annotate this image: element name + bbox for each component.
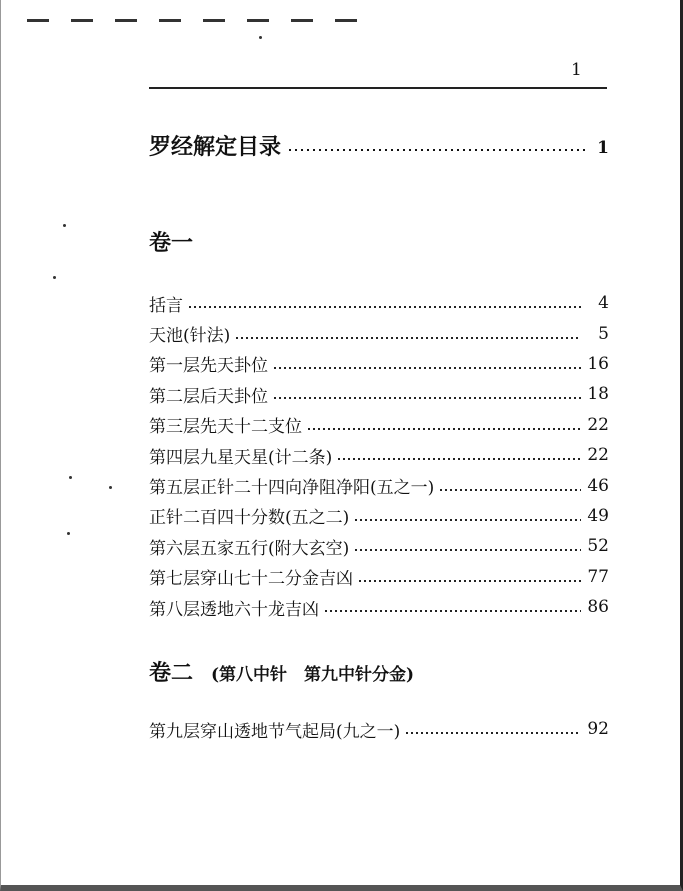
toc-entry-label: 括言: [149, 295, 183, 316]
toc-entry[interactable]: [149, 562, 609, 592]
dot-leader: [406, 732, 581, 734]
toc-entry-label: 第一层先天卦位: [149, 356, 268, 377]
toc-entry[interactable]: [149, 288, 609, 318]
toc-title-page: 1: [597, 137, 609, 158]
toc-entry[interactable]: [149, 714, 609, 744]
toc-entry-page: 46: [587, 475, 609, 496]
volume2-note: (第八中针 第九中针分金): [211, 665, 415, 685]
toc-entry-label: 天池(针法): [149, 326, 231, 347]
toc-entry-page: 77: [587, 566, 609, 587]
toc-entry-page: 49: [587, 505, 609, 526]
header-rule: [149, 87, 607, 89]
toc-entry-page: 18: [587, 384, 609, 405]
toc-entry-label: 第三层先天十二支位: [149, 417, 302, 438]
toc-entry[interactable]: [149, 470, 609, 500]
toc-entry[interactable]: [149, 410, 609, 440]
dot-leader: [325, 610, 581, 612]
toc-entry[interactable]: [149, 318, 609, 348]
dot-leader: [355, 549, 581, 551]
toc-entry[interactable]: [149, 379, 609, 409]
toc-entry-page: 52: [587, 536, 609, 557]
toc-title: [149, 130, 609, 161]
dot-leader: [338, 458, 581, 460]
toc-entry-page: 92: [587, 719, 609, 740]
scan-speck: [63, 224, 66, 227]
dot-leader: [440, 489, 581, 491]
volume1-entries: [149, 288, 609, 622]
dot-leader: [289, 149, 589, 151]
toc-entry-label: 第九层穿山透地节气起局(九之一): [149, 721, 401, 742]
scan-speck: [259, 36, 262, 39]
toc-entry[interactable]: [149, 531, 609, 561]
volume2-heading: [149, 656, 414, 687]
toc-title-text: 罗经解定目录: [149, 135, 282, 160]
toc-entry-page: 86: [587, 597, 609, 618]
toc-entry[interactable]: [149, 440, 609, 470]
volume1-heading: 卷一: [149, 231, 194, 256]
toc-entry-label: 第二层后天卦位: [149, 386, 268, 407]
volume2-entries: [149, 714, 609, 744]
toc-entry-label: 第七层穿山七十二分金吉凶: [149, 569, 353, 590]
toc-entry[interactable]: [149, 349, 609, 379]
toc-entry-page: 22: [587, 414, 609, 435]
scan-speck: [53, 276, 56, 279]
toc-entry[interactable]: [149, 592, 609, 622]
page-number: 1: [571, 60, 582, 80]
toc-entry-label: 正针二百四十分数(五之二): [149, 508, 350, 529]
scan-speck: [67, 532, 70, 535]
top-dash-artifact: [27, 19, 357, 22]
volume2-heading-text: 卷二: [149, 661, 194, 686]
toc-entry-label: 第四层九星天星(计二条): [149, 447, 333, 468]
toc-entry-label: 第八层透地六十龙吉凶: [149, 599, 319, 620]
toc-entry-label: 第五层正针二十四向净阻净阳(五之一): [149, 478, 435, 499]
toc-entry[interactable]: [149, 501, 609, 531]
toc-entry-label: 第六层五家五行(附大玄空): [149, 538, 350, 559]
dot-leader: [274, 367, 581, 369]
dot-leader: [189, 306, 581, 308]
dot-leader: [355, 519, 581, 521]
scan-speck: [109, 486, 112, 489]
dot-leader: [236, 337, 581, 339]
toc-entry-page: 5: [598, 323, 609, 344]
scan-speck: [69, 476, 72, 479]
toc-entry-page: 16: [587, 353, 609, 374]
dot-leader: [274, 397, 581, 399]
toc-entry-page: 22: [587, 445, 609, 466]
toc-entry-page: 4: [598, 293, 609, 314]
dot-leader: [359, 580, 581, 582]
dot-leader: [308, 428, 581, 430]
